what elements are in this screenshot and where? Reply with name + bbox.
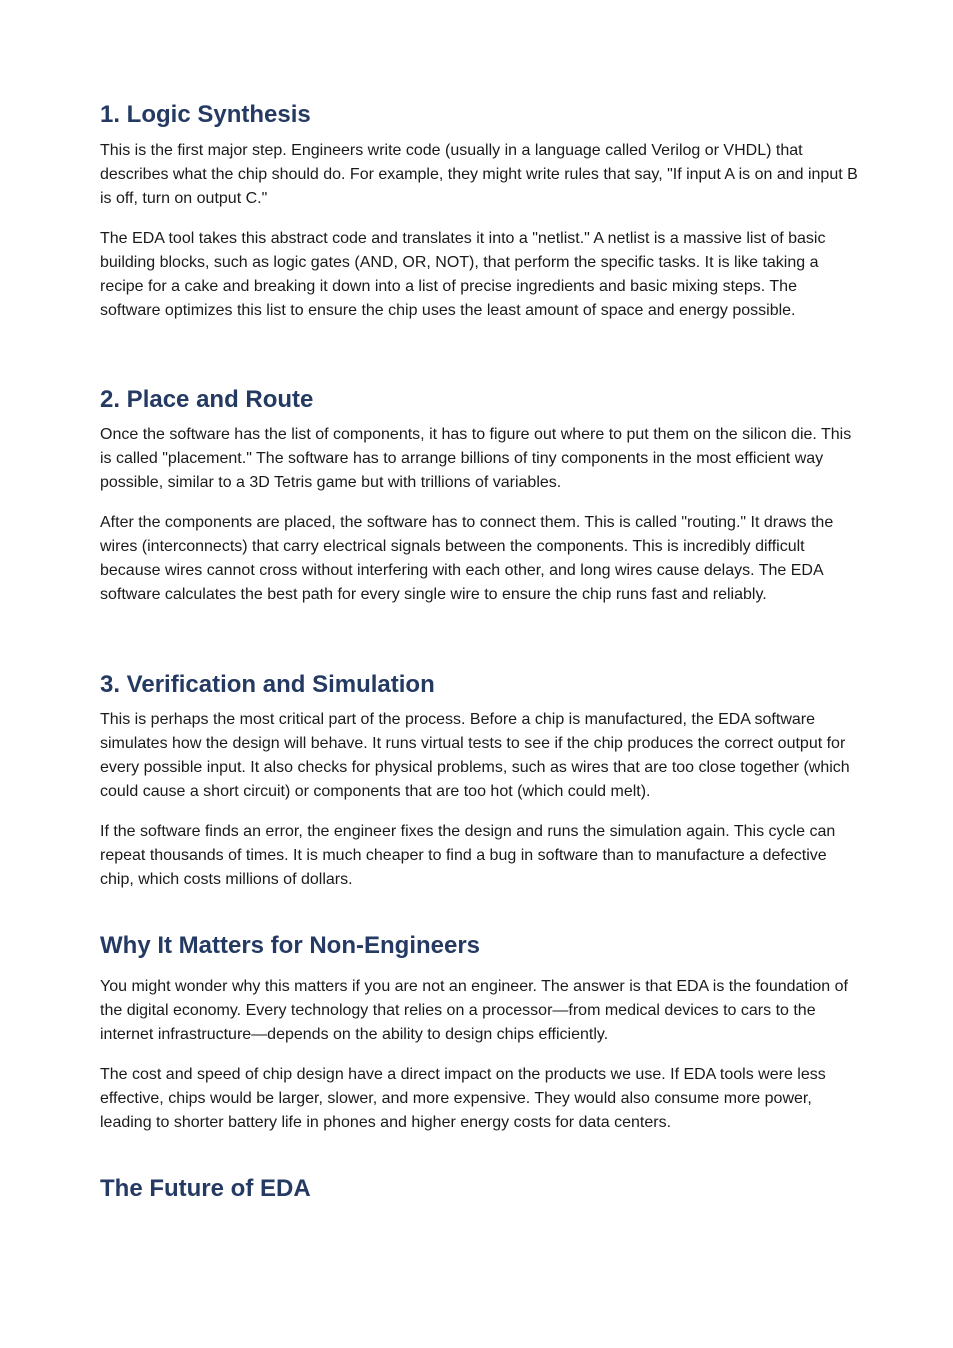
section-heading-verification-and-simulation: 3. Verification and Simulation [100, 671, 435, 698]
paragraph: After the components are placed, the software has to connect them. This is called "routing." It draws the wires (interconnects) that carry electrical signals between the components. This is incredibly difficult because wires cannot cross without interfering with each other, and long wires cause delays. The EDA software calculates the best path for every single wire to ensure the chip runs fast and reliably. [100, 514, 834, 603]
section-heading-future-of-eda: The Future of EDA [100, 1175, 311, 1202]
paragraph: Once the software has the list of components, it has to figure out where to put them on the silicon die. This is called "placement." The software has to arrange billions of tiny components in the most efficient way possible, similar to a 3D Tetris game but with trillions of variables. [100, 426, 852, 491]
paragraph: This is the first major step. Engineers write code (usually in a language called Verilog or VHDL) that describes what the chip should do. For example, they might write rules that say, "If input A is on and input B is off, turn on output C." [100, 142, 858, 207]
paragraph: This is perhaps the most critical part of the process. Before a chip is manufactured, the EDA software simulates how the design will behave. It runs virtual tests to see if the chip produces the correct output for every possible input. It also checks for physical problems, such as wires that are too close together (which could cause a short circuit) or components that are too hot (which could melt). [100, 711, 850, 800]
section-heading-place-and-route: 2. Place and Route [100, 386, 314, 413]
paragraph: The cost and speed of chip design have a direct impact on the products we use. If EDA tools were less effective, chips would be larger, slower, and more expensive. They would also consume more power, leading to shorter battery life in phones and higher energy costs for data centers. [100, 1066, 826, 1131]
paragraph: If the software finds an error, the engineer fixes the design and runs the simulation again. This cycle can repeat thousands of times. It is much cheaper to find a bug in software than to manufacture a defective chip, which costs millions of dollars. [100, 823, 836, 888]
paragraph: You might wonder why this matters if you are not an engineer. The answer is that EDA is the foundation of the digital economy. Every technology that relies on a processor—from medical devices to cars to the internet infrastructure—depends on the ability to design chips efficiently. [100, 978, 848, 1043]
section-heading-why-it-matters: Why It Matters for Non-Engineers [100, 932, 481, 959]
section-heading-logic-synthesis: 1. Logic Synthesis [100, 101, 311, 128]
paragraph: The EDA tool takes this abstract code and translates it into a "netlist." A netlist is a massive list of basic building blocks, such as logic gates (AND, OR, NOT), that perform the specific tasks. It is like taking a recipe for a cake and breaking it down into a list of precise ingredients and basic mixing steps. The software optimizes this list to ensure the chip uses the least amount of space and energy possible. [100, 230, 826, 319]
